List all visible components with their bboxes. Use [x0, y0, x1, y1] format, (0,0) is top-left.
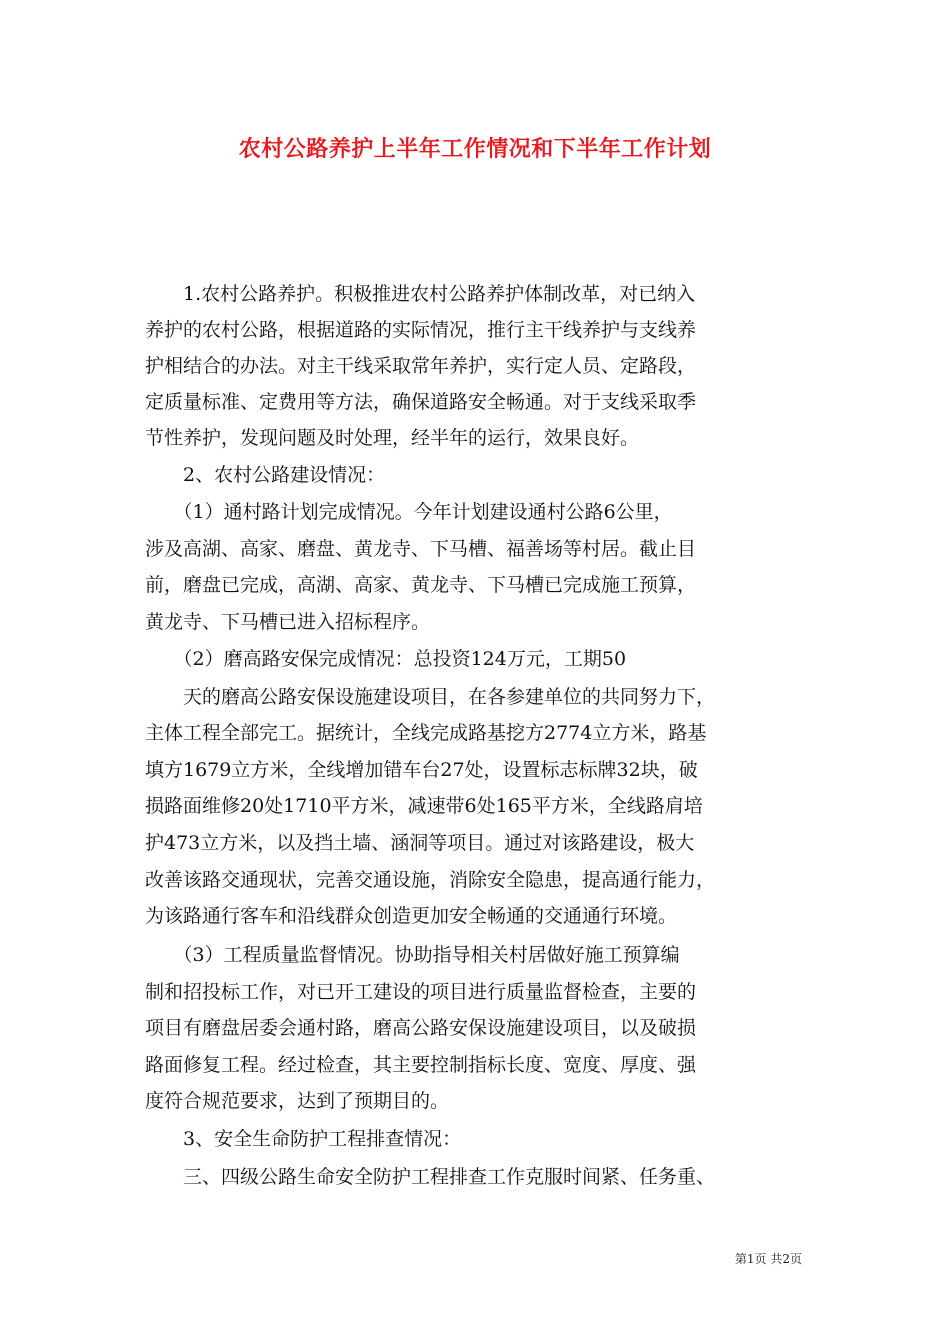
body-line: 3、安全生命防护工程排查情况： [145, 1128, 462, 1150]
body-line: 路面修复工程。经过检查，其主要控制指标长度、宽度、厚度、强 [145, 1054, 697, 1076]
body-line: （3）工程质量监督情况。协助指导相关村居做好施工预算编 [145, 944, 680, 966]
body-line: 涉及高湖、高家、磨盘、黄龙寺、下马槽、福善场等村居。截止目 [145, 538, 697, 560]
document-title: 农村公路养护上半年工作情况和下半年工作计划 [238, 136, 712, 162]
page-number: 第1页 共2页 [734, 1252, 802, 1266]
body-line: 前，磨盘已完成，高湖、高家、黄龙寺、下马槽已完成施工预算， [145, 574, 697, 596]
body-line: 定质量标准、定费用等方法，确保道路安全畅通。对于支线采取季 [145, 391, 697, 413]
body-line: 制和招投标工作，对已开工建设的项目进行质量监督检查，主要的 [145, 981, 697, 1003]
body-line: 损路面维修20处1710平方米，减速带6处165平方米，全线路肩培 [145, 795, 703, 817]
body-line: 1.农村公路养护。积极推进农村公路养护体制改革，对已纳入 [145, 283, 696, 305]
body-line: 节性养护，发现问题及时处理，经半年的运行，效果良好。 [145, 427, 640, 449]
body-line: 度符合规范要求，达到了预期目的。 [145, 1090, 450, 1112]
body-line: （1）通村路计划完成情况。今年计划建设通村公路6公里， [145, 501, 673, 523]
body-line: 主体工程全部完工。据统计，全线完成路基挖方2774立方米，路基 [145, 722, 707, 744]
body-line: 黄龙寺、下马槽已进入招标程序。 [145, 611, 431, 633]
body-line: 改善该路交通现状，完善交通设施，消除安全隐患，提高通行能力， [145, 869, 716, 891]
body-line: （2）磨高路安保完成情况：总投资124万元，工期50 [145, 648, 627, 670]
body-line: 项目有磨盘居委会通村路，磨高公路安保设施建设项目，以及破损 [145, 1017, 697, 1039]
body-line: 护相结合的办法。对主干线采取常年养护，实行定人员、定路段， [145, 355, 697, 377]
body-line: 为该路通行客车和沿线群众创造更加安全畅通的交通通行环境。 [145, 905, 678, 927]
body-line: 护473立方米，以及挡土墙、涵洞等项目。通过对该路建设，极大 [145, 832, 695, 854]
body-line: 2、农村公路建设情况： [145, 464, 386, 486]
body-line: 养护的农村公路，根据道路的实际情况，推行主干线养护与支线养 [145, 319, 697, 341]
body-line: 天的磨高公路安保设施建设项目，在各参建单位的共同努力下， [145, 686, 716, 708]
body-line: 三、四级公路生命安全防护工程排查工作克服时间紧、任务重、 [145, 1166, 716, 1188]
body-line: 填方1679立方米，全线增加错车台27处，设置标志标牌32块，破 [145, 759, 698, 781]
